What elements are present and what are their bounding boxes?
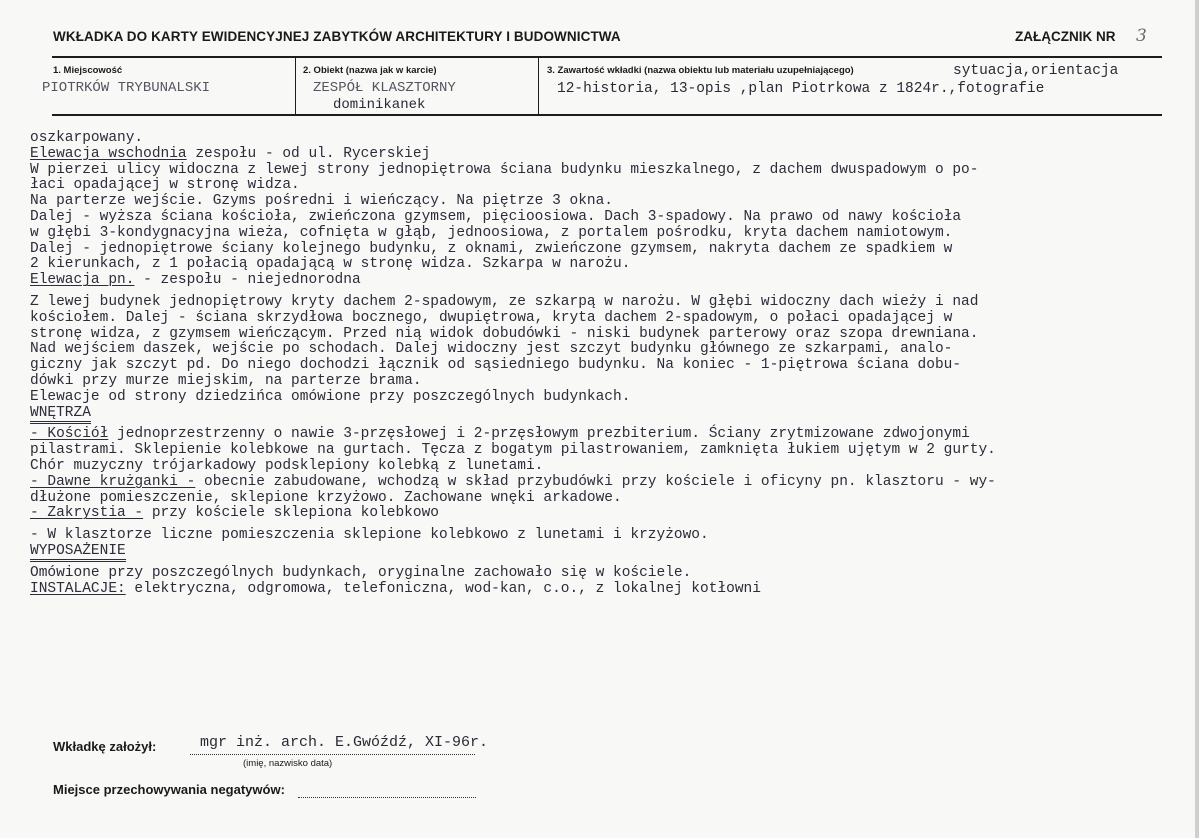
- text-line: dłużone pomieszczenie, sklepione krzyżowo. Zachowane wnęki arkadowe.: [30, 489, 622, 506]
- text-line: [30, 544, 1170, 560]
- object-value-line2: dominikanek: [333, 97, 426, 113]
- text-line: Nad wejściem daszek, wejście po schodach. Dalej widoczny jest szczyt budynku głównego ze szkarpami, analo-: [30, 341, 953, 358]
- section-heading-installations: INSTALACJE:: [30, 580, 126, 597]
- text-line: - W klasztorze liczne pomieszczenia sklepione kolebkowo z lunetami i krzyżowo.: [30, 527, 709, 544]
- header-bottom-rule: [52, 114, 1162, 116]
- author-dotted-line: [190, 754, 475, 755]
- subheading-church: - Kościół: [30, 426, 109, 443]
- header-top-rule: [52, 56, 1162, 58]
- text-line: Z lewej budynek jednopiętrowy kryty dachem 2-spadowym, ze szkarpą w narożu. W głębi widoczny dach wieży i nad: [30, 293, 979, 310]
- subheading-cloisters: - Dawne krużganki -: [30, 473, 196, 490]
- text-line: 2 kierunkach, z 1 połacią opadającą w stronę widza. Szkarpa w narożu.: [30, 256, 631, 273]
- locality-value: PIOTRKÓW TRYBUNALSKI: [42, 80, 211, 96]
- text-line: - Dawne krużganki - obecnie zabudowane, wchodzą w skład przybudówki przy kościele i oficyny pn. klasztoru - wy-: [30, 473, 996, 490]
- section-heading-east-elevation: Elewacja wschodnia: [30, 145, 187, 162]
- locality-label: 1. Miejscowość: [53, 65, 123, 76]
- field-divider-2: [538, 58, 539, 114]
- text-line: Elewacje od strony dziedzińca omówione przy poszczególnych budynkach.: [30, 388, 631, 405]
- text-line: INSTALACJE: elektryczna, odgromowa, telefoniczna, wod-kan, c.o., z lokalnej kotłowni: [30, 580, 761, 597]
- negatives-storage-dotted-line: [298, 797, 476, 798]
- text-line: - Zakrystia - przy kościele sklepiona kolebkowo: [30, 505, 439, 522]
- text-line: Elewacja pn. - zespołu - niejednorodna: [30, 272, 361, 289]
- author-label: Wkładkę założył:: [53, 739, 157, 754]
- text-line: Na parterze wejście. Gzyms pośredni i wieńczący. Na piętrze 3 okna.: [30, 193, 613, 210]
- text-line: Omówione przy poszczególnych budynkach, oryginalne zachowało się w kościele.: [30, 564, 692, 581]
- attachment-label: ZAŁĄCZNIK NR: [1015, 29, 1116, 44]
- negatives-storage-label: Miejsce przechowywania negatywów:: [53, 782, 285, 797]
- content-value-line2: 12-historia, 13-opis ,plan Piotrkowa z 1824r.,fotografie: [557, 81, 1045, 97]
- attachment-number: 3: [1136, 26, 1147, 46]
- subheading-sacristy: - Zakrystia -: [30, 505, 144, 522]
- text-line: oszkarpowany.: [30, 130, 144, 146]
- author-caption: (imię, nazwisko data): [243, 758, 333, 769]
- author-value: mgr inż. arch. E.Gwóźdź, XI-96r.: [200, 734, 489, 751]
- content-label: 3. Zawartość wkładki (nazwa obiektu lub materiału uzupełniającego): [547, 65, 854, 76]
- field-divider-1: [295, 58, 296, 114]
- description-text: [30, 131, 1170, 597]
- text-line: w głębi 3-kondygnacyjna wieża, cofnięta w głąb, jednoosiowa, z portalem pośrodku, kryta dachem namiotowym.: [30, 224, 953, 241]
- text-line: pilastrami. Sklepienie kolebkowe na gurtach. Tęcza z bogatym pilastrowaniem, zamknięta łukiem ujętym w 2 gurty.: [30, 442, 996, 459]
- text-line: łaci opadającej w stronę widza.: [30, 177, 300, 194]
- text-line: - Kościół jednoprzestrzenny o nawie 3-przęsłowej i 2-przęsłowym prezbiterium. Ściany zrytmizowane zdwojonymi: [30, 426, 970, 443]
- text-line: stronę widza, z gzymsem wieńczącym. Przed nią widok dobudówki - niski budynek parterowy oraz szopa drewniana.: [30, 325, 979, 342]
- text-line: W pierzei ulicy widoczna z lewej strony jednopiętrowa ściana budynku mieszkalnego, z dachem dwuspadowym o po-: [30, 161, 979, 178]
- object-label: 2. Obiekt (nazwa jak w karcie): [303, 65, 437, 76]
- section-heading-furnishings: WYPOSAŻENIE: [30, 543, 126, 562]
- text-line: Dalej - wyższa ściana kościoła, zwieńczona gzymsem, pięcioosiowa. Dach 3-spadowy. Na prawo od nawy kościoła: [30, 208, 962, 225]
- content-value-line1: sytuacja,orientacja: [953, 63, 1119, 79]
- section-heading-interiors: WNĘTRZA: [30, 405, 91, 424]
- text-line: Dalej - jednopiętrowe ściany kolejnego budynku, z oknami, zwieńczone gzymsem, nakryta dachem ze spadkiem w: [30, 240, 953, 257]
- section-heading-north-elevation: Elewacja pn.: [30, 272, 135, 289]
- text-line: giczny jak szczyt pd. Do niego dochodzi łącznik od sąsiedniego budynku. Na koniec - 1-piętrowa ściana dobu-: [30, 357, 962, 374]
- form-title: WKŁADKA DO KARTY EWIDENCYJNEJ ZABYTKÓW ARCHITEKTURY I BUDOWNICTWA: [53, 29, 621, 44]
- text-line: kościołem. Dalej - ściana skrzydłowa bocznego, dwupiętrowa, kryta dachem 2-spadowym, o połaci opadającej w: [30, 309, 953, 326]
- text-line: Elewacja wschodnia zespołu - od ul. Rycerskiej: [30, 145, 431, 162]
- text-line: dówki przy murze miejskim, na parterze brama.: [30, 372, 422, 389]
- object-value-line1: ZESPÓŁ KLASZTORNY: [313, 80, 456, 96]
- text-line: [30, 406, 1170, 422]
- text-line: Chór muzyczny trójarkadowy podsklepiony kolebką z lunetami.: [30, 457, 544, 474]
